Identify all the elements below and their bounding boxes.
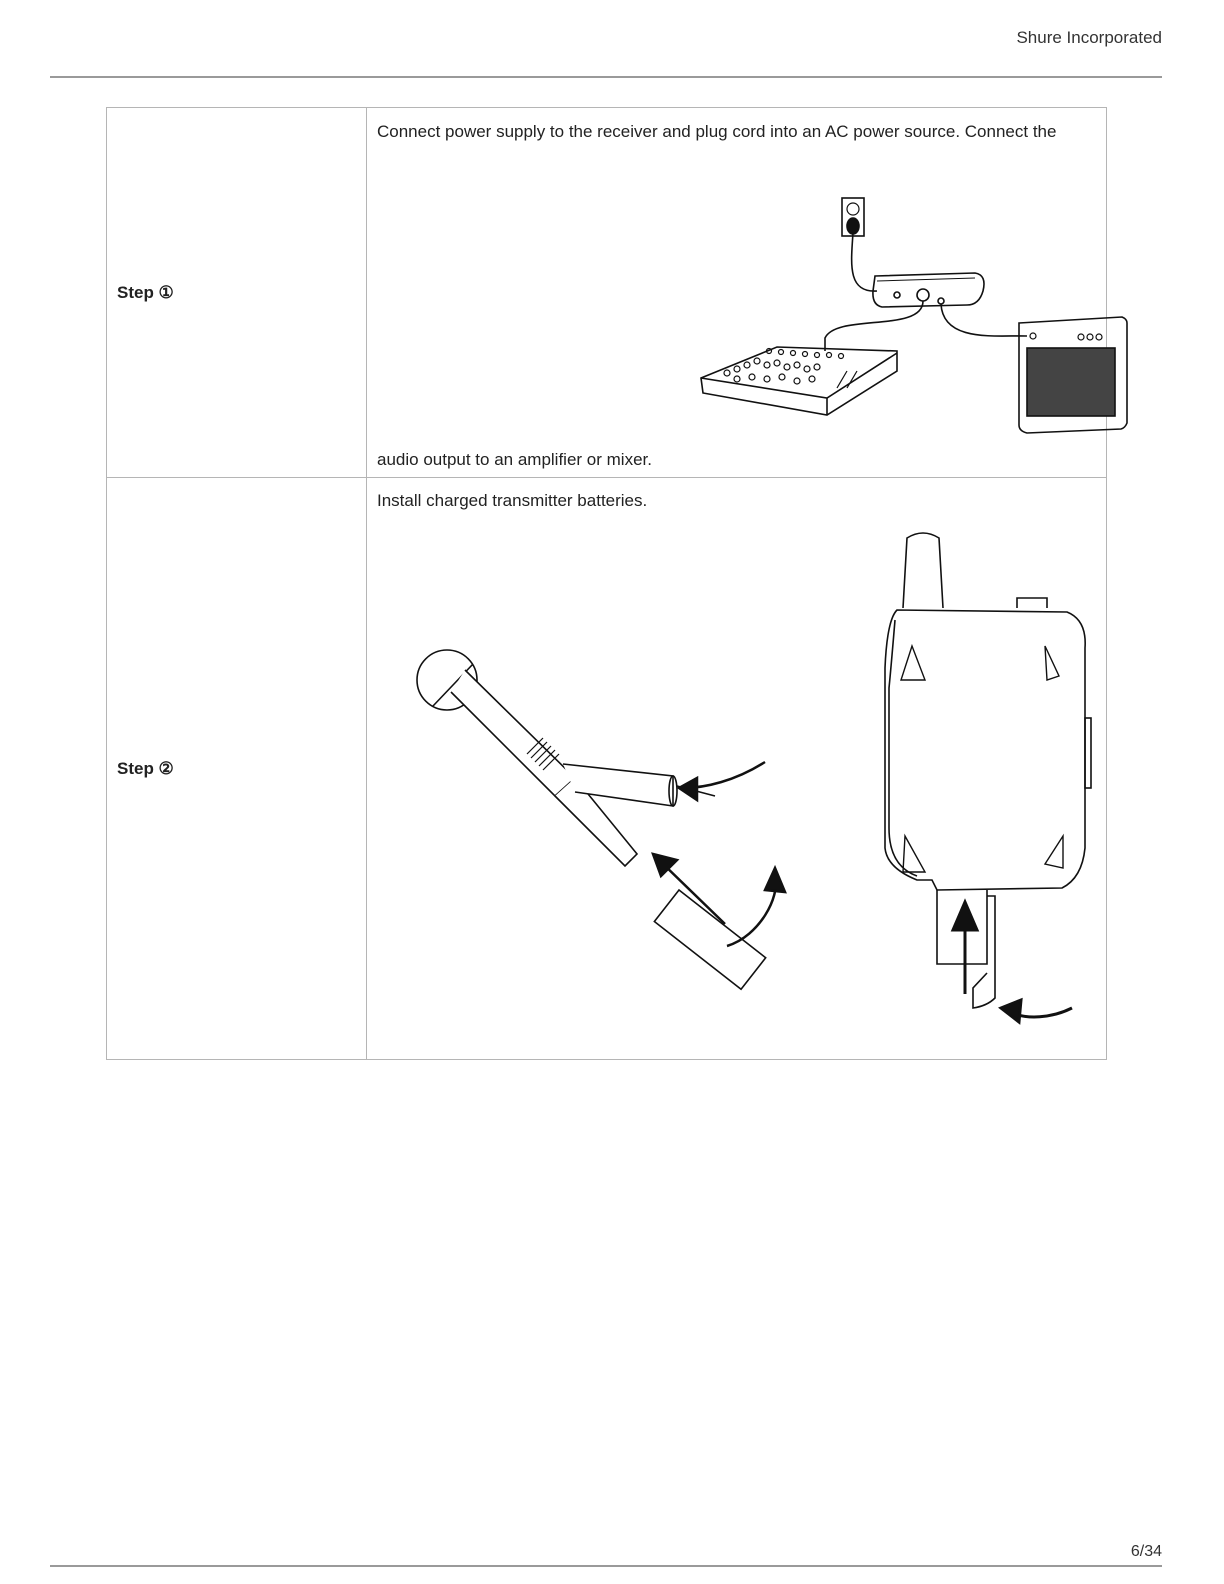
arrow-icon [679,778,697,800]
amplifier-icon [1019,317,1127,433]
step-2-content [367,478,1107,1060]
arrow-icon [1001,1000,1021,1022]
mixer-icon [701,347,897,415]
receiver-connection-illustration [697,193,1157,433]
step-1-label: Step ① [107,108,367,478]
arrow-icon [765,868,785,892]
step-1-text-line2: audio output to an amplifier or mixer. [377,450,652,469]
step-1-content [367,108,1107,478]
table-row [107,108,1107,478]
table-row [107,478,1107,1060]
step-2-text-line1: Install charged transmitter batteries. [377,491,648,510]
footer-divider [50,1565,1162,1567]
page-number: 6/34 [1130,1543,1162,1560]
step-2-label: Step ② [107,478,367,1060]
wall-outlet-icon [842,198,864,236]
header-divider [50,76,1162,78]
arrow-icon [953,902,977,930]
header-company-name: Shure Incorporated [1016,28,1162,47]
steps-table [106,107,1107,1060]
bodypack-transmitter-illustration [877,528,1107,1048]
handheld-transmitter-illustration [415,646,795,956]
step-1-text-line1: Connect power supply to the receiver and plug cord into an AC power source. Connect the [377,122,1057,141]
receiver-icon [873,273,984,307]
